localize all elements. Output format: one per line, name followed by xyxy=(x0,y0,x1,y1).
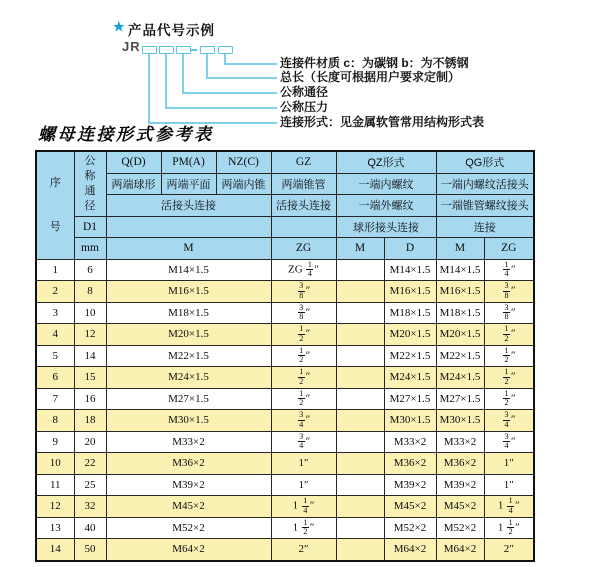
m-value-cell: M36×2 xyxy=(106,453,271,475)
header-qg-desc1: 一端内螺纹活接头 xyxy=(436,173,534,195)
seq-cell: 10 xyxy=(36,453,74,475)
qz-d-cell: M45×2 xyxy=(384,496,436,518)
qz-d-cell: M20×1.5 xyxy=(384,324,436,346)
code-box-5 xyxy=(218,46,233,54)
header-col-pm: PM(A) xyxy=(161,151,216,173)
m-value-cell: M33×2 xyxy=(106,431,271,453)
connector-line xyxy=(182,92,277,94)
gz-value-cell: ZG $\frac{1}{4}$ ″ xyxy=(271,259,336,281)
code-dash xyxy=(190,49,197,51)
header-qz-desc3: 球形接头连接 xyxy=(336,216,436,238)
qg-m-cell: M14×1.5 xyxy=(436,259,484,281)
m-value-cell: M24×1.5 xyxy=(106,367,271,389)
m-value-cell: M64×2 xyxy=(106,539,271,561)
seq-cell: 7 xyxy=(36,388,74,410)
gz-value-cell: $\frac{1}{2}$ ″ xyxy=(271,345,336,367)
table-row xyxy=(36,345,534,367)
qg-zg-cell: 1 $\frac{1}{4}$ ″ xyxy=(484,496,534,518)
seq-cell: 11 xyxy=(36,474,74,496)
qg-m-cell: M24×1.5 xyxy=(436,367,484,389)
dn-cell: 16 xyxy=(74,388,106,410)
qg-zg-cell: $\frac{1}{4}$ ″ xyxy=(484,259,534,281)
header-col-qz: QZ形式 xyxy=(336,151,436,173)
dn-cell: 22 xyxy=(74,453,106,475)
label-nominal-pressure: 公称压力 xyxy=(280,100,329,114)
qz-d-cell: M39×2 xyxy=(384,474,436,496)
qg-zg-cell: 2″ xyxy=(484,539,534,561)
header-unit-qg-m: M xyxy=(436,238,484,260)
table-title: 螺母连接形式参考表 xyxy=(38,125,214,144)
qz-m-cell xyxy=(336,453,384,475)
seq-cell: 14 xyxy=(36,539,74,561)
header-d1: D1 xyxy=(74,216,106,238)
header-empty-cell xyxy=(106,216,271,238)
diagram-title: 产品代号示例 xyxy=(128,23,215,38)
qg-m-cell: M64×2 xyxy=(436,539,484,561)
qg-m-cell: M20×1.5 xyxy=(436,324,484,346)
label-connection-form: 连接形式：见金属软管常用结构形式表 xyxy=(280,115,485,129)
qg-zg-cell: $\frac{1}{2}$ ″ xyxy=(484,388,534,410)
seq-cell: 6 xyxy=(36,367,74,389)
header-nz-desc: 两端内锥 xyxy=(216,173,271,195)
connector-line xyxy=(206,77,277,79)
header-gz-join: 活接头连接 xyxy=(271,195,336,217)
table-row xyxy=(36,281,534,303)
label-nominal-diameter: 公称通径 xyxy=(280,85,329,99)
qg-m-cell: M30×1.5 xyxy=(436,410,484,432)
seq-cell: 13 xyxy=(36,517,74,539)
table-body xyxy=(36,259,534,561)
qz-d-cell: M36×2 xyxy=(384,453,436,475)
gz-value-cell: $\frac{1}{2}$ ″ xyxy=(271,367,336,389)
qg-m-cell: M27×1.5 xyxy=(436,388,484,410)
m-value-cell: M30×1.5 xyxy=(106,410,271,432)
connector-line xyxy=(165,54,167,107)
qg-zg-cell: 1″ xyxy=(484,453,534,475)
qz-m-cell xyxy=(336,431,384,453)
qz-d-cell: M14×1.5 xyxy=(384,259,436,281)
qz-m-cell xyxy=(336,410,384,432)
gz-value-cell: 1″ xyxy=(271,453,336,475)
header-unit-qg-zg: ZG xyxy=(484,238,534,260)
dn-cell: 32 xyxy=(74,496,106,518)
dn-cell: 10 xyxy=(74,302,106,324)
m-value-cell: M22×1.5 xyxy=(106,345,271,367)
gz-value-cell: $\frac{3}{8}$ ″ xyxy=(271,281,336,303)
table-row xyxy=(36,431,534,453)
qg-m-cell: M18×1.5 xyxy=(436,302,484,324)
qg-zg-cell: $\frac{3}{4}$ ″ xyxy=(484,410,534,432)
table-row xyxy=(36,367,534,389)
dn-cell: 25 xyxy=(74,474,106,496)
qg-m-cell: M39×2 xyxy=(436,474,484,496)
m-value-cell: M27×1.5 xyxy=(106,388,271,410)
header-col-q: Q(D) xyxy=(106,151,161,173)
code-box-2 xyxy=(159,46,174,54)
qz-m-cell xyxy=(336,367,384,389)
qg-zg-cell: $\frac{1}{2}$ ″ xyxy=(484,324,534,346)
gz-value-cell: $\frac{1}{2}$ ″ xyxy=(271,388,336,410)
m-value-cell: M20×1.5 xyxy=(106,324,271,346)
qz-m-cell xyxy=(336,388,384,410)
qg-zg-cell: $\frac{1}{2}$ ″ xyxy=(484,345,534,367)
header-unit-qz-d: D xyxy=(384,238,436,260)
qg-m-cell: M52×2 xyxy=(436,517,484,539)
header-col-nz: NZ(C) xyxy=(216,151,271,173)
header-empty-cell xyxy=(271,216,336,238)
qz-d-cell: M24×1.5 xyxy=(384,367,436,389)
star-icon: ★ xyxy=(113,19,125,34)
table-row xyxy=(36,259,534,281)
header-q-desc: 两端球形 xyxy=(106,173,161,195)
table-row xyxy=(36,517,534,539)
connector-line xyxy=(224,63,277,65)
m-value-cell: M45×2 xyxy=(106,496,271,518)
seq-cell: 12 xyxy=(36,496,74,518)
nut-connection-table xyxy=(35,150,535,562)
header-seq: 序号 xyxy=(36,151,74,259)
qg-zg-cell: 1″ xyxy=(484,474,534,496)
header-dn: 公称通径 xyxy=(74,151,106,216)
qz-m-cell xyxy=(336,517,384,539)
qz-d-cell: M30×1.5 xyxy=(384,410,436,432)
dn-cell: 14 xyxy=(74,345,106,367)
qz-d-cell: M33×2 xyxy=(384,431,436,453)
connector-line xyxy=(206,54,208,77)
seq-cell: 5 xyxy=(36,345,74,367)
dn-cell: 20 xyxy=(74,431,106,453)
qg-zg-cell: $\frac{3}{8}$ ″ xyxy=(484,302,534,324)
qz-m-cell xyxy=(336,539,384,561)
dn-cell: 40 xyxy=(74,517,106,539)
code-prefix: JR xyxy=(122,39,141,54)
qz-m-cell xyxy=(336,496,384,518)
seq-cell: 9 xyxy=(36,431,74,453)
table-row xyxy=(36,410,534,432)
dn-cell: 18 xyxy=(74,410,106,432)
header-unit-qz-m: M xyxy=(336,238,384,260)
label-total-length: 总长（长度可根据用户要求定制） xyxy=(280,70,461,84)
qz-d-cell: M64×2 xyxy=(384,539,436,561)
qg-m-cell: M16×1.5 xyxy=(436,281,484,303)
table-row xyxy=(36,302,534,324)
qz-m-cell xyxy=(336,474,384,496)
qg-m-cell: M33×2 xyxy=(436,431,484,453)
dn-cell: 8 xyxy=(74,281,106,303)
header-union-join: 活接头连接 xyxy=(106,195,271,217)
header-qz-desc1: 一端内螺纹 xyxy=(336,173,436,195)
m-value-cell: M18×1.5 xyxy=(106,302,271,324)
header-unit-zg: ZG xyxy=(271,238,336,260)
header-qz-desc2: 一端外螺纹 xyxy=(336,195,436,217)
header-pm-desc: 两端平面 xyxy=(161,173,216,195)
dn-cell: 12 xyxy=(74,324,106,346)
qg-zg-cell: $\frac{1}{2}$ ″ xyxy=(484,367,534,389)
table-row xyxy=(36,496,534,518)
seq-cell: 2 xyxy=(36,281,74,303)
header-unit-m: M xyxy=(106,238,271,260)
gz-value-cell: 1 $\frac{1}{2}$ ″ xyxy=(271,517,336,539)
seq-cell: 1 xyxy=(36,259,74,281)
table-row xyxy=(36,388,534,410)
seq-cell: 3 xyxy=(36,302,74,324)
dn-cell: 15 xyxy=(74,367,106,389)
seq-cell: 4 xyxy=(36,324,74,346)
code-box-3 xyxy=(176,46,191,54)
gz-value-cell: $\frac{3}{4}$ ″ xyxy=(271,410,336,432)
gz-value-cell: 2″ xyxy=(271,539,336,561)
qg-m-cell: M22×1.5 xyxy=(436,345,484,367)
reference-table-wrap xyxy=(35,150,533,562)
gz-value-cell: $\frac{1}{2}$ ″ xyxy=(271,324,336,346)
qz-m-cell xyxy=(336,324,384,346)
connector-line xyxy=(224,54,226,63)
qz-d-cell: M16×1.5 xyxy=(384,281,436,303)
dn-cell: 50 xyxy=(74,539,106,561)
qz-d-cell: M18×1.5 xyxy=(384,302,436,324)
header-col-gz: GZ xyxy=(271,151,336,173)
header-col-qg: QG形式 xyxy=(436,151,534,173)
connector-line xyxy=(182,54,184,92)
header-gz-desc: 两端锥管 xyxy=(271,173,336,195)
m-value-cell: M16×1.5 xyxy=(106,281,271,303)
qz-m-cell xyxy=(336,302,384,324)
seq-cell: 8 xyxy=(36,410,74,432)
qz-m-cell xyxy=(336,345,384,367)
table-header xyxy=(36,151,534,259)
connector-line xyxy=(165,107,277,109)
code-box-1 xyxy=(142,46,157,54)
label-material: 连接件材质 c：为碳钢 b：为不锈钢 xyxy=(280,56,469,70)
header-qg-desc2: 一端锥管螺纹接头 xyxy=(436,195,534,217)
qg-zg-cell: 1 $\frac{1}{2}$ ″ xyxy=(484,517,534,539)
qg-zg-cell: $\frac{3}{8}$ ″ xyxy=(484,281,534,303)
table-row xyxy=(36,324,534,346)
connector-line xyxy=(148,54,150,122)
m-value-cell: M52×2 xyxy=(106,517,271,539)
qz-m-cell xyxy=(336,259,384,281)
gz-value-cell: 1″ xyxy=(271,474,336,496)
table-row xyxy=(36,453,534,475)
qg-m-cell: M36×2 xyxy=(436,453,484,475)
qg-zg-cell: $\frac{3}{4}$ ″ xyxy=(484,431,534,453)
gz-value-cell: 1 $\frac{1}{4}$ ″ xyxy=(271,496,336,518)
qz-d-cell: M27×1.5 xyxy=(384,388,436,410)
gz-value-cell: $\frac{3}{4}$ ″ xyxy=(271,431,336,453)
gz-value-cell: $\frac{3}{8}$ ″ xyxy=(271,302,336,324)
dn-cell: 6 xyxy=(74,259,106,281)
qg-m-cell: M45×2 xyxy=(436,496,484,518)
qz-d-cell: M52×2 xyxy=(384,517,436,539)
code-box-4 xyxy=(200,46,215,54)
m-value-cell: M14×1.5 xyxy=(106,259,271,281)
m-value-cell: M39×2 xyxy=(106,474,271,496)
table-row xyxy=(36,539,534,561)
header-mm: mm xyxy=(74,238,106,260)
header-qg-desc3: 连接 xyxy=(436,216,534,238)
table-row xyxy=(36,474,534,496)
qz-d-cell: M22×1.5 xyxy=(384,345,436,367)
qz-m-cell xyxy=(336,281,384,303)
